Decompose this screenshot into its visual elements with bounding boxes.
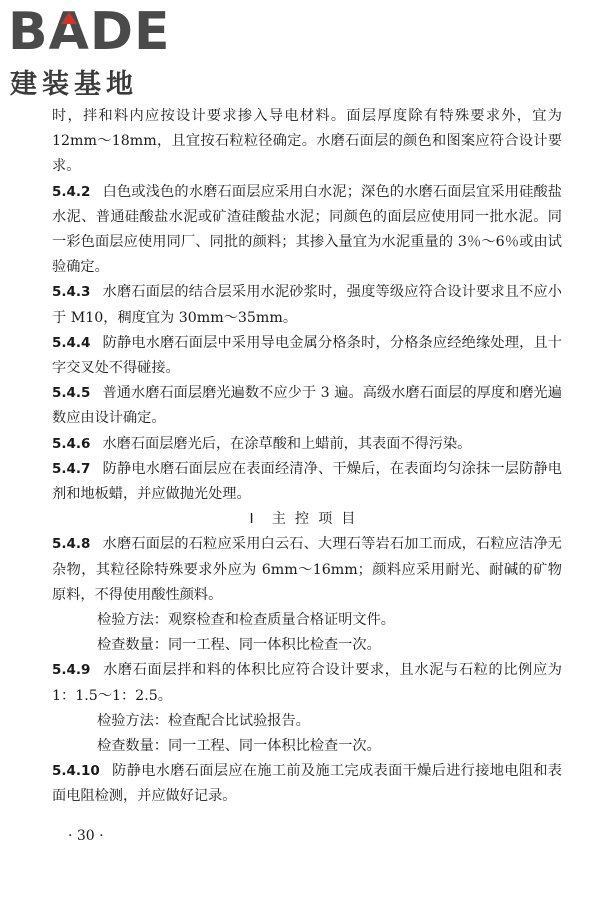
logo-wordmark: B A DE <box>8 2 171 62</box>
clause-5-4-7 <box>52 457 562 507</box>
clause-5-4-9 <box>52 658 562 708</box>
logo-triangle-icon <box>61 12 77 24</box>
clause-number: 5.4.4 <box>52 334 91 351</box>
clause-number: 5.4.7 <box>52 460 91 477</box>
inspection-method: 检验方法：观察检查和检查质量合格证明文件。 <box>97 612 395 629</box>
clause-text: 防静电水磨石面层应在表面经清净、干燥后，在表面均匀涂抹一层防静电剂和地板蜡，并应做抛光处理。 <box>52 460 562 503</box>
inspection-quantity: 检查数量：同一工程、同一体积比检查一次。 <box>97 637 381 654</box>
clause-text: 普通水磨石面层磨光遍数不应少于 3 遍。高级水磨石面层的厚度和磨光遍数应由设计确定。 <box>52 385 562 427</box>
inspection-quantity: 检查数量：同一工程、同一体积比检查一次。 <box>97 738 381 755</box>
clause-number: 5.4.5 <box>52 385 91 402</box>
clause-5-4-10 <box>52 759 562 809</box>
clause-5-4-8 <box>52 532 562 608</box>
section-roman: Ⅰ <box>249 511 254 528</box>
clause-number: 5.4.10 <box>52 763 100 780</box>
inspection-method: 检验方法：检查配合比试验报告。 <box>97 712 310 729</box>
clause-text: 防静电水磨石面层中采用导电金属分格条时，分格条应经绝缘处理，且十字交叉处不得碰接。 <box>52 334 562 377</box>
clause-5-4-3 <box>52 280 562 330</box>
clause-number: 5.4.3 <box>52 284 91 301</box>
document-body <box>52 104 562 810</box>
clause-text: 水磨石面层拌和料的体积比应符合设计要求，且水泥与石粒的比例应为 1：1.5～1：2.5。 <box>52 662 562 704</box>
clause-number: 5.4.6 <box>52 435 91 452</box>
paragraph-continuation: 时，拌和料内应按设计要求掺入导电材料。面层厚度除有特殊要求外，宜为 12mm～18mm，且宜按石粒粒径确定。水磨石面层的颜色和图案应符合设计要求。 <box>52 108 562 175</box>
clause-5-4-2 <box>52 180 562 281</box>
page-number: · 30 · <box>68 828 104 844</box>
clause-number: 5.4.9 <box>52 662 91 679</box>
clause-text: 白色或浅色的水磨石面层应采用白水泥；深色的水磨石面层宜采用硅酸盐水泥、普通硅酸盐水泥或矿渣硅酸盐水泥；同颜色的面层应使用同一批水泥。同一彩色面层应使用同厂、同批的颜料；其掺入量宜为水泥重量的 3％～6％或由试验确定。 <box>52 183 562 276</box>
section-heading <box>52 507 562 532</box>
clause-number: 5.4.8 <box>52 536 91 553</box>
logo <box>8 2 188 100</box>
clause-5-4-5 <box>52 381 562 431</box>
logo-subtitle: 建装基地 <box>10 69 138 100</box>
clause-text: 防静电水磨石面层应在施工前及施工完成表面干燥后进行接地电阻和表面电阻检测，并应做好记录。 <box>52 763 562 805</box>
section-title: 主控项目 <box>271 511 365 528</box>
clause-text: 水磨石面层的石粒应采用白云石、大理石等岩石加工而成，石粒应洁净无杂物，其粒径除特殊要求外应为 6mm～16mm；颜料应采用耐光、耐碱的矿物原料，不得使用酸性颜料。 <box>52 536 562 603</box>
clause-5-4-6 <box>52 432 562 457</box>
clause-5-4-4 <box>52 331 562 381</box>
clause-number: 5.4.2 <box>52 183 91 200</box>
clause-text: 水磨石面层磨光后，在涂草酸和上蜡前，其表面不得污染。 <box>102 435 472 452</box>
clause-text: 水磨石面层的结合层采用水泥砂浆时，强度等级应符合设计要求且不应小于 M10，稠度宜为 30mm～35mm。 <box>52 284 562 326</box>
